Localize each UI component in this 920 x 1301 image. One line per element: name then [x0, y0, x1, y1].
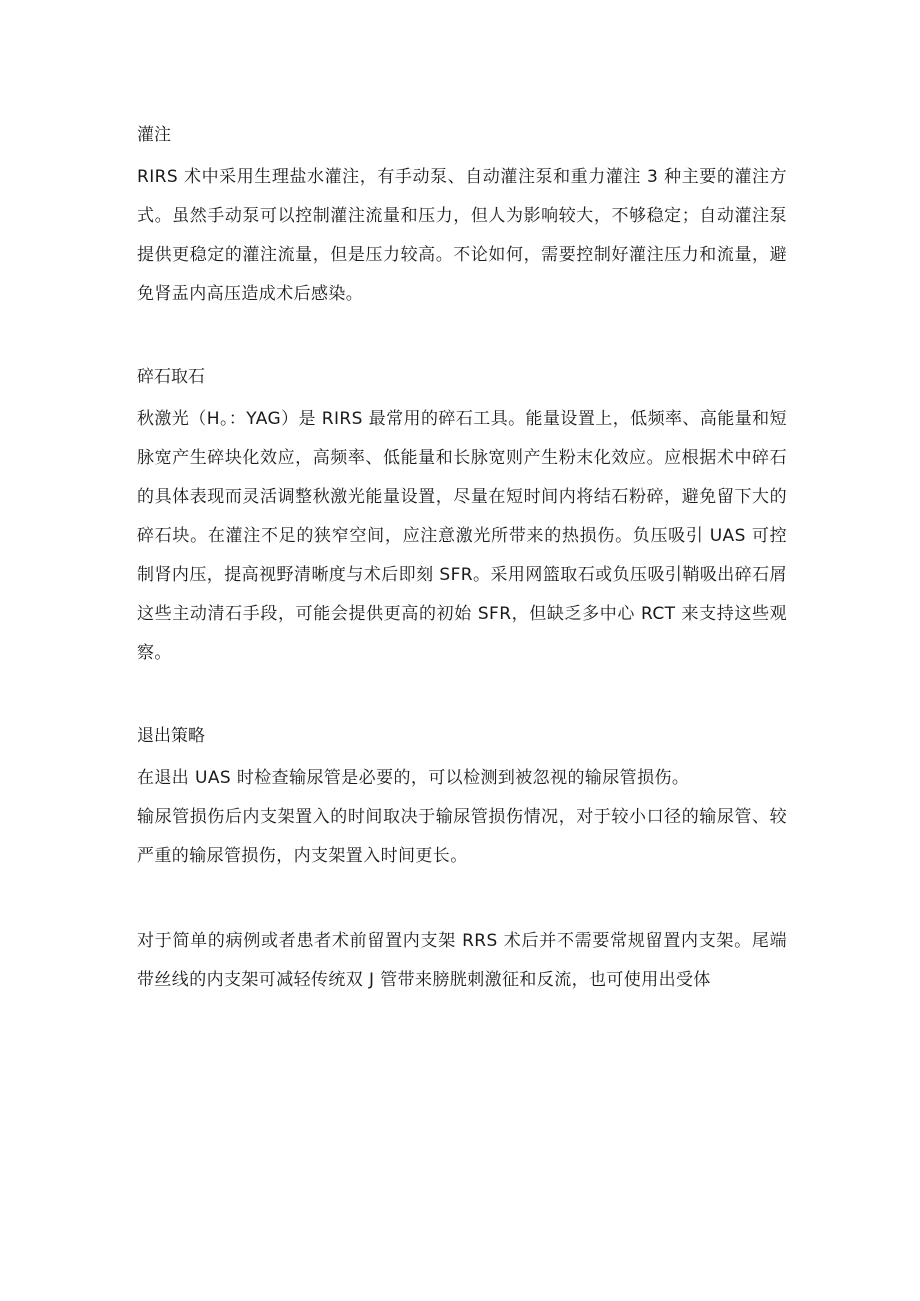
paragraph-stent-timing: 输尿管损伤后内支架置入的时间取决于输尿管损伤情况，对于较小口径的输尿管、较严重的输尿管损伤，内支架置入时间更长。 — [137, 807, 787, 866]
paragraph-irrigation: RIRS 术中采用生理盐水灌注，有手动泵、自动灌注泵和重力灌注 3 种主要的灌注方式。虽然手动泵可以控制灌注流量和压力，但人为影响较大，不够稳定；自动灌注泵提供更稳定的灌注流量，但是压力较高。不论如何，需要控制好灌注压力和流量，避免肾盂内高压造成术后感染。 — [137, 167, 787, 304]
section-heading-exit-strategy: 退出策略 — [137, 726, 205, 746]
paragraph-lithotripsy: 秋激光（H。：YAG）是 RIRS 最常用的碎石工具。能量设置上，低频率、高能量和短脉宽产生碎块化效应，高频率、低能量和长脉宽则产生粉末化效应。应根据术中碎石的具体表现而灵活调整秋激光能量设置，尽量在短时间内将结石粉碎，避免留下大的碎石块。在灌注不足的狭窄空间，应注意激光所带来的热损伤。负压吸引 UAS 可控制肾内压，提高视野清晰度与术后即刻 SFR。采用网篮取石或负压吸引鞘吸出碎石屑这些主动清石手段，可能会提供更高的初始 SFR，但缺乏多中心 RCT 来支持这些观察。 — [137, 409, 787, 663]
paragraph-exit-check: 在退出 UAS 时检查输尿管是必要的，可以检测到被忽视的输尿管损伤。 — [137, 768, 690, 788]
section-heading-irrigation: 灌注 — [137, 125, 171, 145]
section-heading-lithotripsy: 碎石取石 — [137, 367, 205, 387]
paragraph-stent-routine: 对于简单的病例或者患者术前留置内支架 RRS 术后并不需要常规留置内支架。尾端带丝线的内支架可减轻传统双 J 管带来膀胱刺激征和反流，也可使用出受体 — [137, 931, 787, 990]
document-page — [137, 118, 787, 1000]
